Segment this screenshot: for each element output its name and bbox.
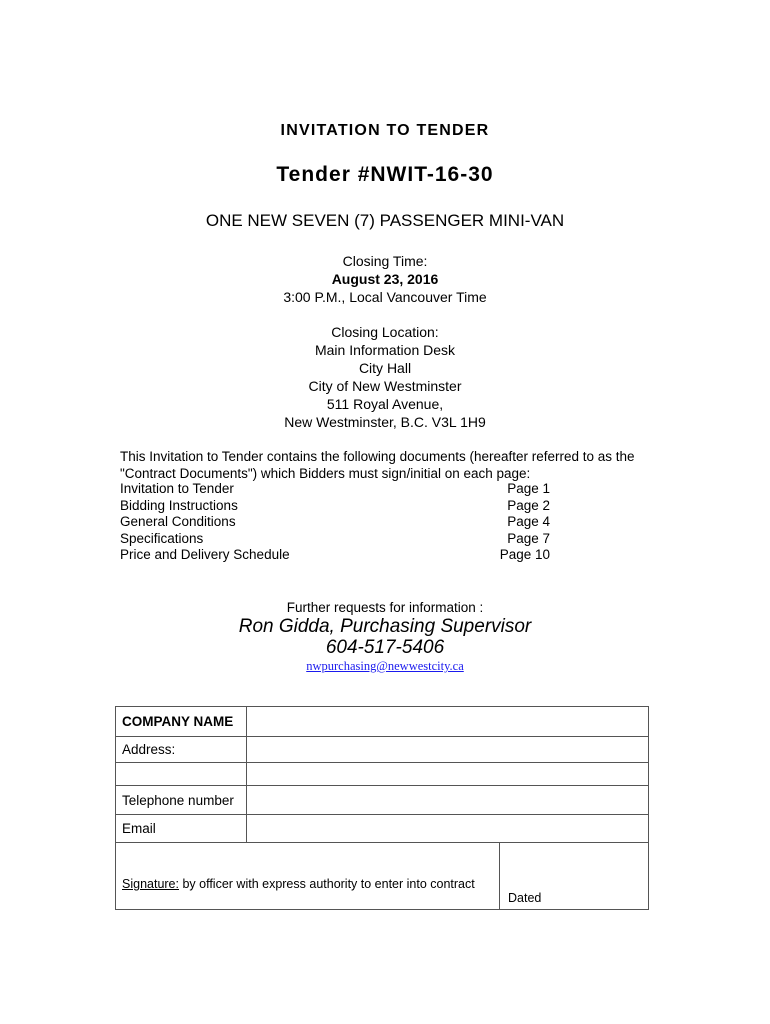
closing-location-block: [0, 323, 770, 431]
company-info-form: [115, 706, 649, 910]
list-item: [120, 514, 550, 531]
document-title: Specifications: [120, 530, 204, 546]
address-line-2-field[interactable]: [247, 763, 649, 786]
address-field[interactable]: [247, 737, 649, 763]
document-title: Bidding Instructions: [120, 497, 238, 513]
company-name-field[interactable]: [247, 707, 649, 737]
closing-location-label: Closing Location:: [331, 324, 439, 340]
signature-caption: [122, 877, 475, 891]
intro-paragraph: This Invitation to Tender contains the following documents (hereafter referred to as the "Contract Documents") which Bidders must sign/initial on each page:: [120, 449, 635, 481]
document-page: Page 4: [507, 514, 550, 529]
document-page: Page 1: [507, 481, 550, 496]
document-title: General Conditions: [120, 514, 236, 529]
closing-time-label: Closing Time:: [342, 253, 428, 269]
telephone-field[interactable]: [247, 786, 649, 815]
contact-block: [0, 616, 770, 658]
signature-label: Signature:: [122, 877, 179, 891]
document-page: Page 2: [507, 497, 550, 513]
document-page: Page 7: [507, 530, 550, 546]
tender-subject: ONE NEW SEVEN (7) PASSENGER MINI-VAN: [205, 211, 565, 230]
closing-time-block: [0, 252, 770, 306]
contact-name: Ron Gidda, Purchasing Supervisor: [238, 616, 532, 637]
dated-field[interactable]: [500, 843, 649, 910]
contact-email-link[interactable]: nwpurchasing@newwestcity.ca: [306, 659, 464, 673]
list-item: [120, 531, 550, 548]
dated-label: Dated: [508, 891, 542, 905]
location-line: New Westminster, B.C. V3L 1H9: [284, 414, 486, 430]
list-item: [120, 498, 550, 515]
contact-email-row: [0, 659, 770, 674]
email-label: Email: [116, 815, 247, 843]
document-title: Price and Delivery Schedule: [120, 547, 290, 562]
document-title: Invitation to Tender: [120, 481, 234, 496]
closing-hour: 3:00 P.M., Local Vancouver Time: [283, 289, 487, 305]
signature-field[interactable]: [116, 843, 500, 910]
tender-number: Tender #NWIT-16-30: [276, 163, 494, 186]
further-info-prompt: Further requests for information :: [286, 600, 484, 615]
location-line: City of New Westminster: [308, 378, 462, 394]
list-item: [120, 481, 550, 498]
closing-date: August 23, 2016: [331, 271, 439, 287]
company-name-label: COMPANY NAME: [116, 707, 247, 737]
signature-note: by officer with express authority to enter into contract: [178, 877, 475, 891]
address-label: Address:: [116, 737, 247, 763]
location-line: 511 Royal Avenue,: [326, 396, 444, 412]
address-continued-label: [116, 763, 247, 786]
location-line: Main Information Desk: [314, 342, 456, 358]
documents-list: [120, 481, 550, 564]
telephone-label: Telephone number: [116, 786, 247, 815]
email-field[interactable]: [247, 815, 649, 843]
document-page: Page 10: [499, 547, 550, 562]
document-heading: INVITATION TO TENDER: [280, 122, 490, 139]
contact-phone: 604-517-5406: [325, 637, 445, 658]
list-item: [120, 547, 550, 564]
location-line: City Hall: [358, 360, 412, 376]
